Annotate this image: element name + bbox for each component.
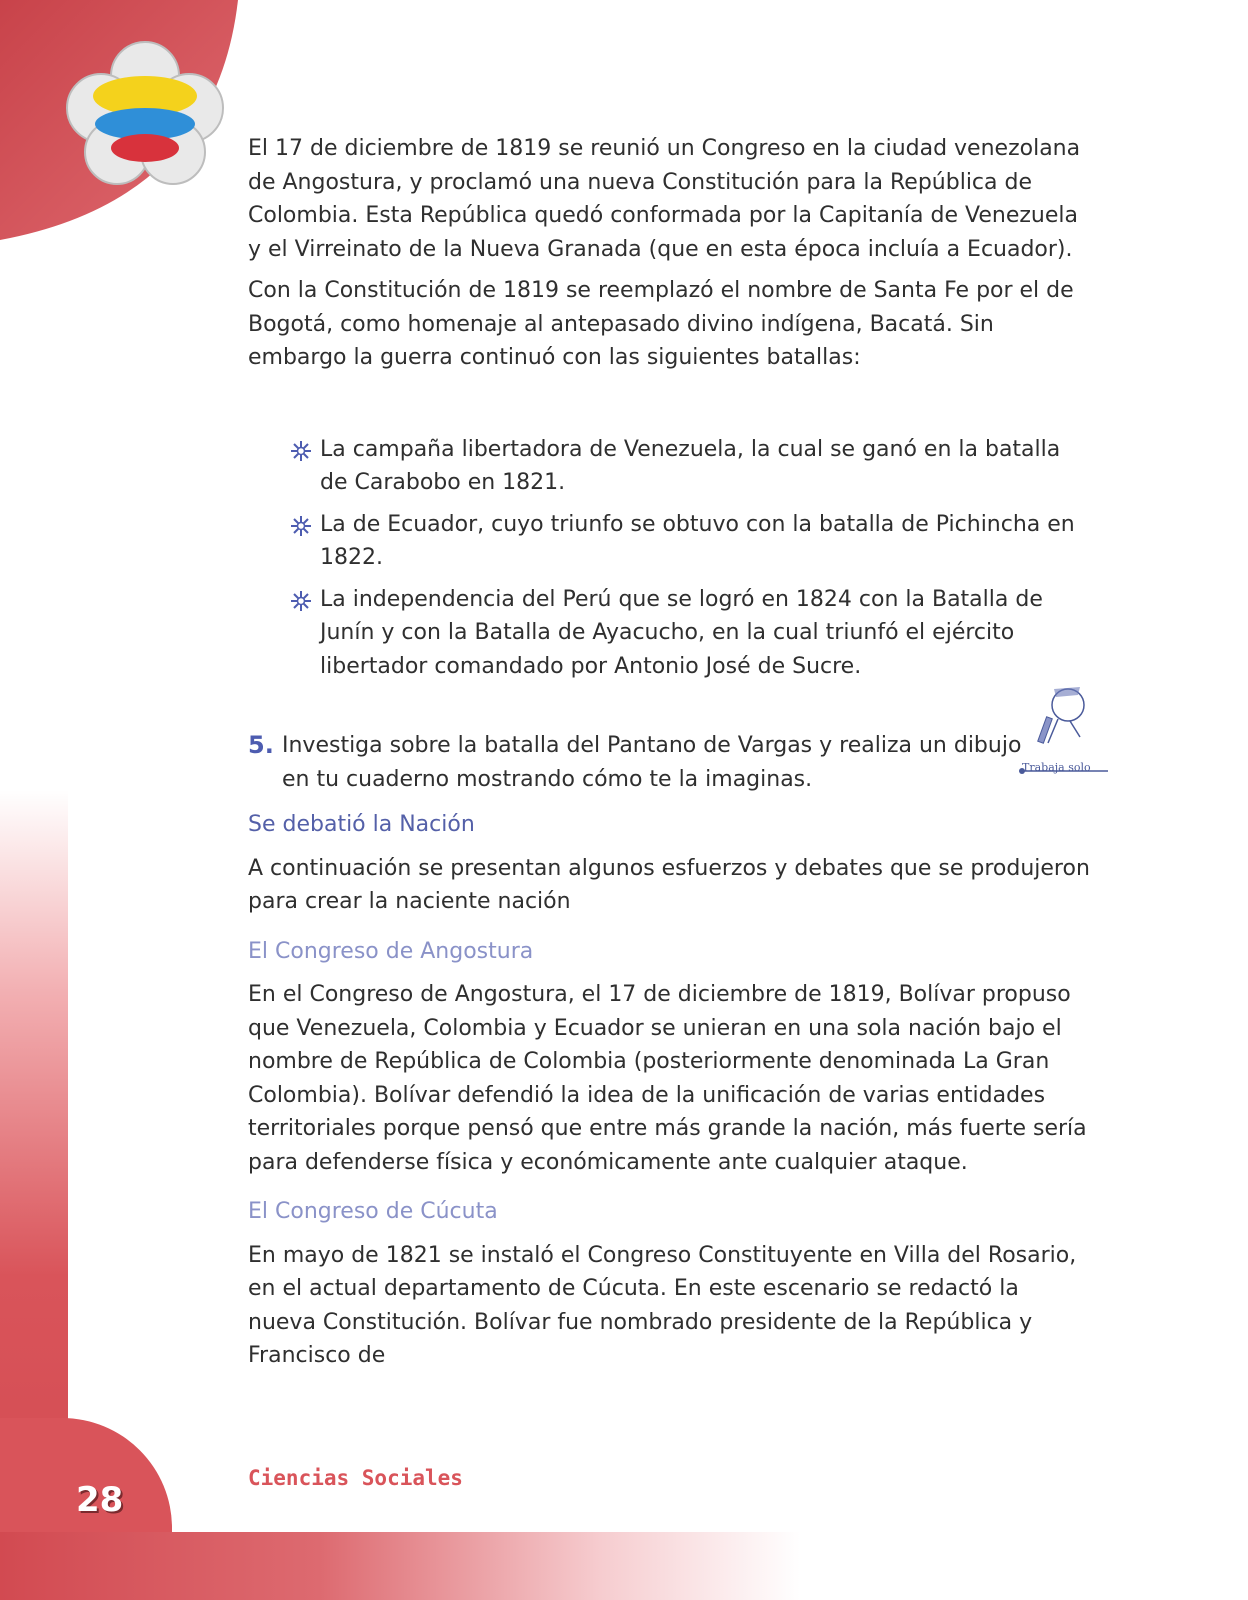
paragraph-intro: El 17 de diciembre de 1819 se reunió un Congreso en la ciudad venezolana de Angostura, y proclamó una nueva Constitución para la República de Colombia. Esta República quedó conformada por la Capitanía de Venezuela y el Virreinato de la Nueva Granada (que en esta época incluía a Ecuador). xyxy=(248,136,1081,262)
sparkle-bullet-icon xyxy=(290,515,312,537)
activity-block xyxy=(248,729,1091,796)
bullet-text: La campaña libertadora de Venezuela, la cual se ganó en la batalla de Carabobo en 1821. xyxy=(320,436,1061,495)
paragraph-constitution: Con la Constitución de 1819 se reemplazó el nombre de Santa Fe por el de Bogotá, como homenaje al antepasado divino indígena, Bacatá. Sin embargo la guerra continuó con las siguientes batallas: xyxy=(248,278,1074,370)
sparkle-bullet-icon xyxy=(290,590,312,612)
bullet-text: La de Ecuador, cuyo triunfo se obtuvo con la batalla de Pichincha en 1822. xyxy=(320,511,1075,570)
cucuta-text: En mayo de 1821 se instaló el Congreso Constituyente en Villa del Rosario, en el actual departamento de Cúcuta. En este escenario se redactó la nueva Constitución. Bolívar fue nombrado presidente de la República y Francisco de xyxy=(248,1242,1077,1368)
activity-text: Investiga sobre la batalla del Pantano de Vargas y realiza un dibujo en tu cuaderno mostrando cómo te la imaginas. xyxy=(282,733,1022,792)
cucuta-title: El Congreso de Cúcuta xyxy=(248,1199,498,1224)
corner-decoration xyxy=(0,0,250,250)
bullet-text: La independencia del Perú que se logró en 1824 con la Batalla de Junín y con la Batalla de Ayacucho, en la cual triunfó el ejército libertador comandado por Antonio José de Sucre. xyxy=(320,586,1043,679)
angostura-text: En el Congreso de Angostura, el 17 de diciembre de 1819, Bolívar propuso que Venezuela, Colombia y Ecuador se unieran en una sola nación bajo el nombre de República de Colombia (posteriormente denominada La Gran Colombia). Bolívar defendió la idea de la unificación de varias entidades territoriales porque pensó que entre más grande la nación, más fuerte sería para defenderse física y económicamente ante cualquier ataque. xyxy=(248,982,1087,1175)
activity-number: 5. xyxy=(248,731,274,759)
list-item xyxy=(320,583,1090,684)
battle-list xyxy=(248,433,1090,684)
page-number: 28 xyxy=(76,1480,124,1520)
section-title: Se debatió la Nación xyxy=(248,812,475,837)
badge-label: Trabaja solo xyxy=(1022,761,1091,774)
work-alone-badge xyxy=(1018,677,1108,797)
section-intro: A continuación se presentan algunos esfuerzos y debates que se produjeron para crear la naciente nación xyxy=(248,855,1090,914)
list-item xyxy=(320,433,1090,500)
footer-subject: Ciencias Sociales xyxy=(248,1466,463,1490)
main-content xyxy=(248,132,1090,1381)
sparkle-bullet-icon xyxy=(290,440,312,462)
list-item xyxy=(320,508,1090,575)
angostura-title: El Congreso de Angostura xyxy=(248,938,534,964)
bottom-gradient-band xyxy=(0,1532,800,1600)
